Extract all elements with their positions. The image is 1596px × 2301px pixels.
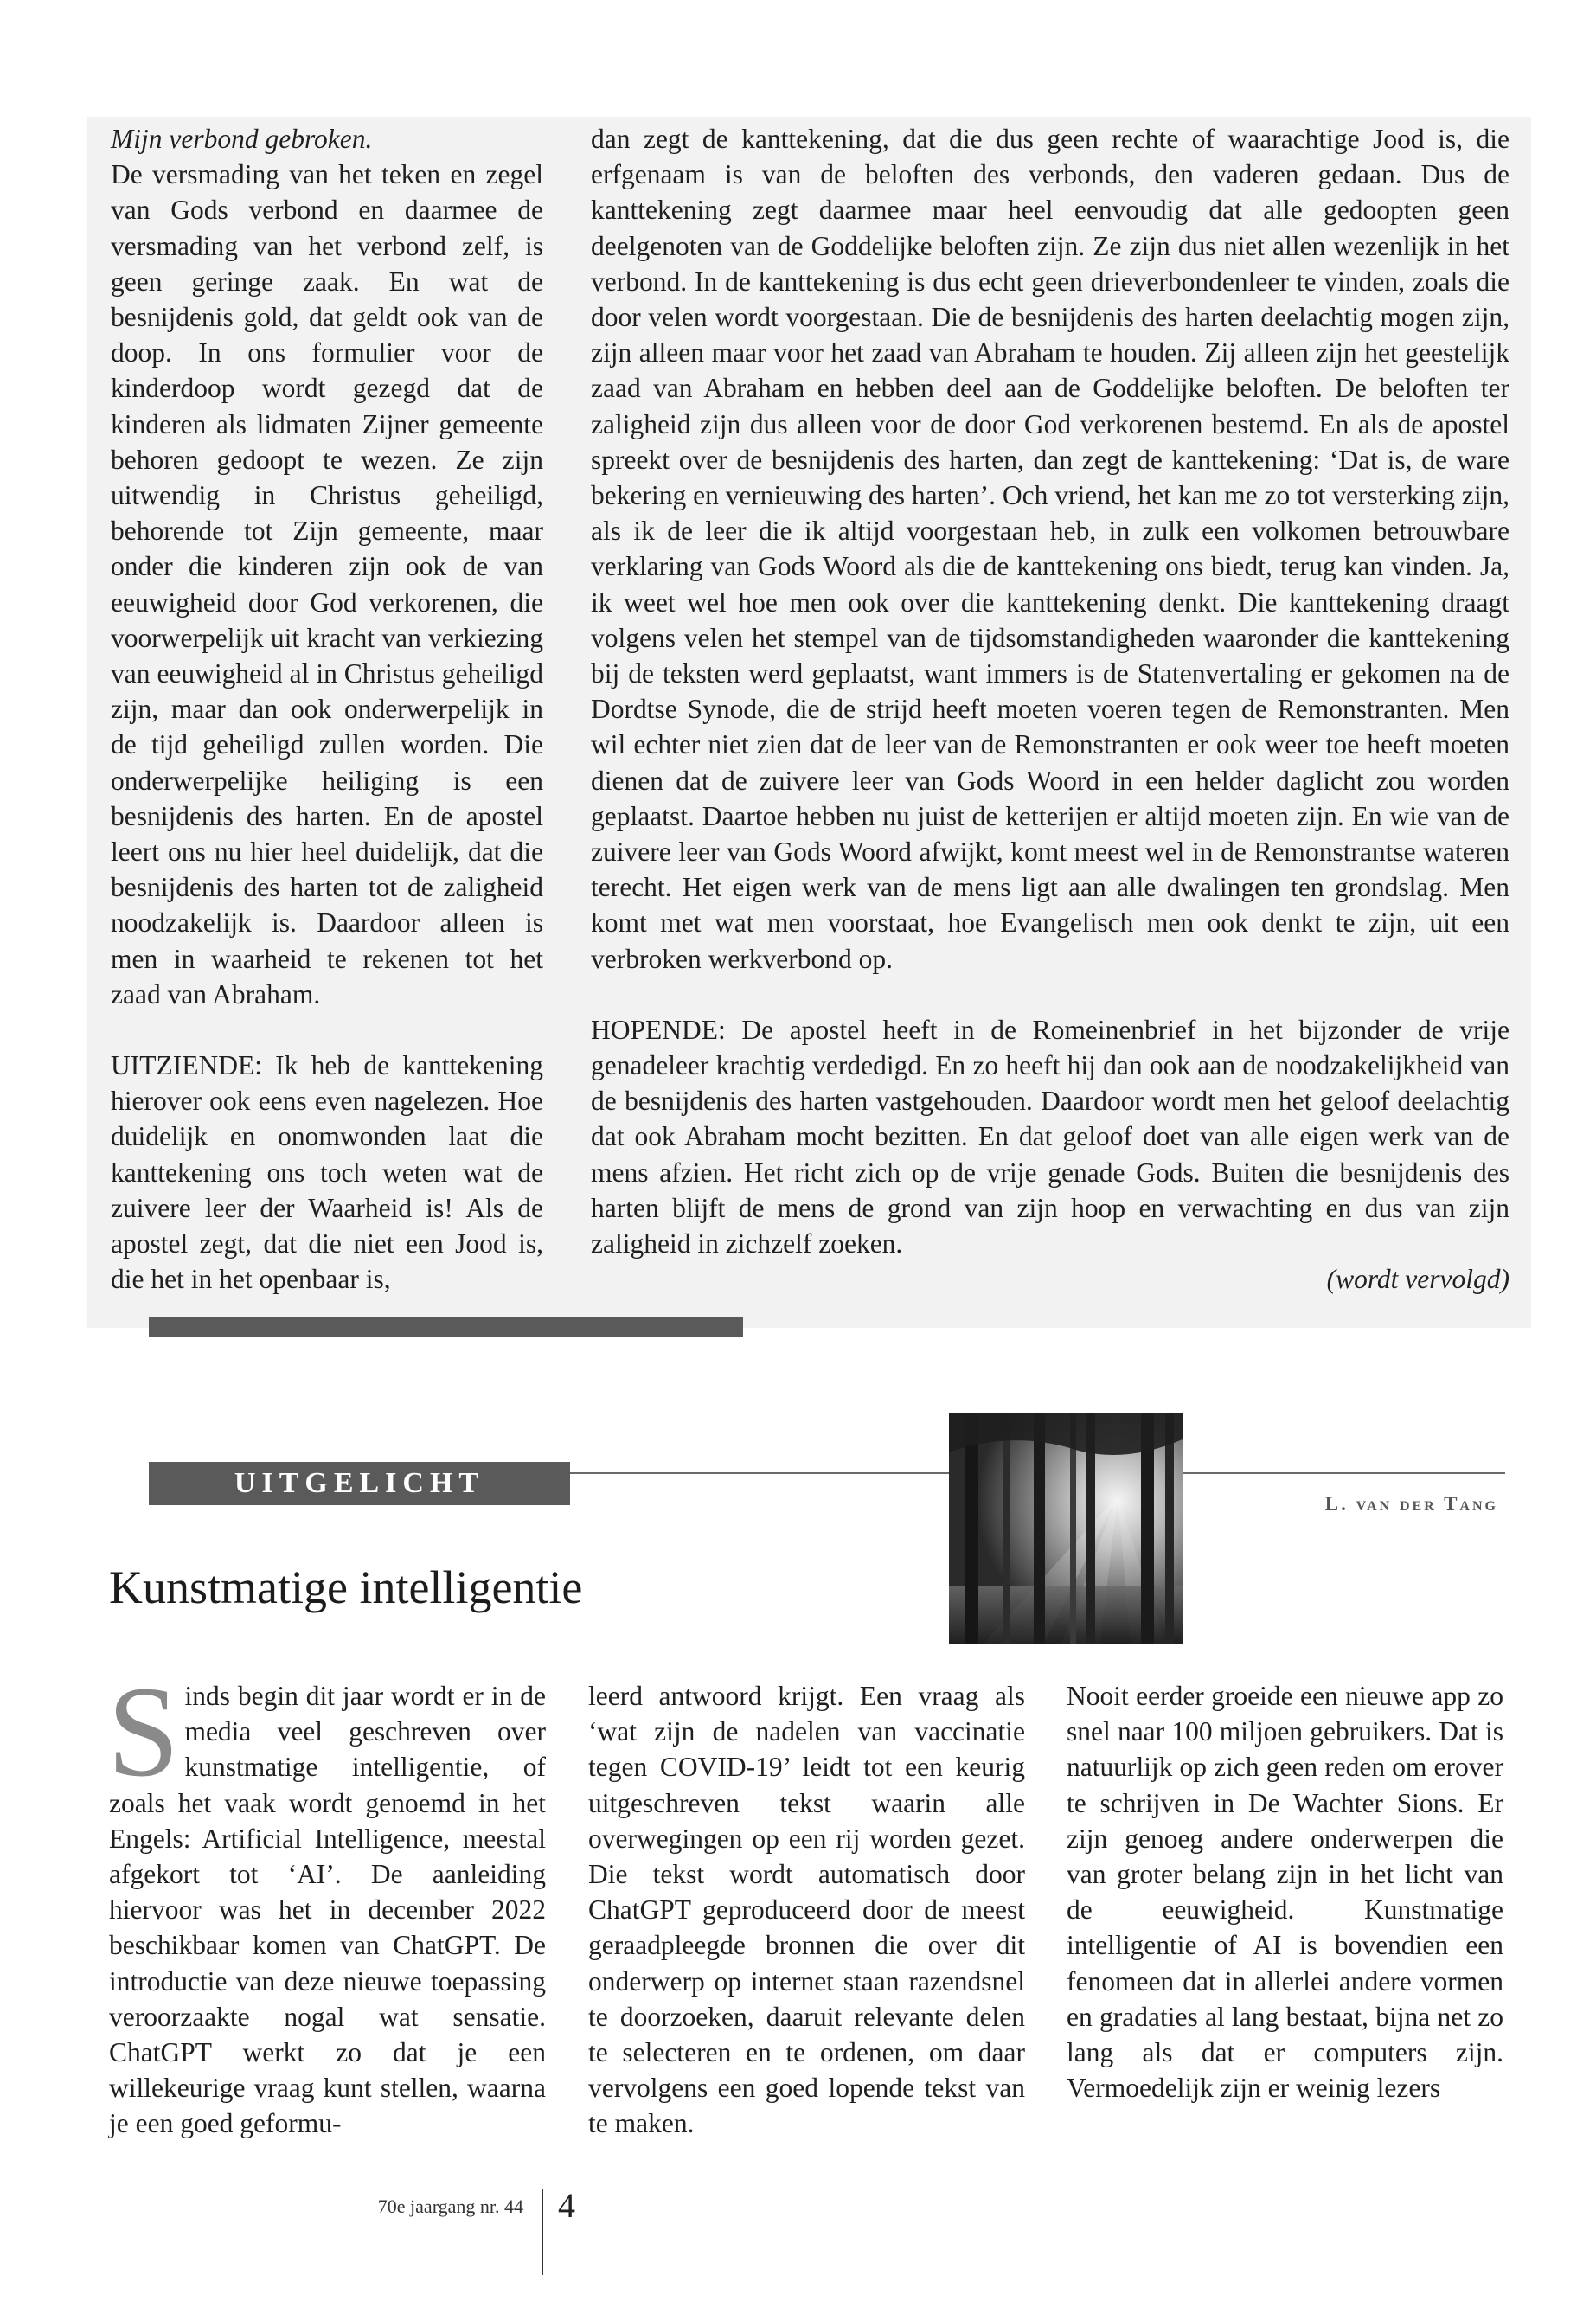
paragraph: dan zegt de kanttekening, dat die dus geen rechte of waarachtige Jood is, die erfgenaam is van de beloften des verbonds, den vaderen gedaan. Dus de kanttekening zegt daarmee maar heel eenvoudig dat alle gedoopten geen deelgenoten van de Goddelijke beloften zijn. Ze zijn dus niet allen wezenlijk in het verbond. In de kanttekening is dus echt geen drieverbondenleer te vinden, zoals die door velen wordt voorgestaan. Die de besnijdenis des harten deelachtig mogen zijn, zijn alleen maar voor het zaad van Abraham te houden. Zij alleen zijn het geestelijk zaad van Abraham en hebben deel aan de Goddelijke beloften. De beloften ter zaligheid zijn dus alleen voor de door God verkorenen bestemd. En als de apostel spreekt over de besnijdenis des harten, dan zegt de kanttekening: ‘Dat is, de ware bekering en vernieuwing des harten’. Och vriend, het kan me zo tot versterking zijn, als ik de leer die ik altijd voorgestaan heb, in zulk een volkomen betrouwbare verklaring van Gods Woord als die de kanttekening ons biedt, terug kan vinden. Ja, ik weet wel hoe men ook over die kanttekening denkt. Die kanttekening draagt volgens velen het stempel van de tijdsomstandigheden waaronder die kanttekening bij de teksten werd geplaatst, want immers is de Statenvertaling er gekomen na de Dordtse Synode, die de strijd heeft moeten voeren tegen de Remonstranten. Men wil echter niet zien dat de leer van de Remonstranten er ook weer toe heeft moeten dienen dat de zuivere leer van Gods Woord in een helder daglicht zou worden geplaatst. Daartoe hebben nu juist de ketterijen er altijd moeten zijn. En wie van de zuivere leer van Gods Woord afwijkt, komt meest wel in de Remonstrantse wateren terecht. Het eigen werk van de mens ligt aan alle dwalingen ten grondslag. Men komt met wat men voorstaat, hoe Evangelisch men ook denkt te zijn, uit een verbroken werkverbond op. [591,124,1509,974]
article-column-1 [107,1660,546,2142]
lead-line: Mijn verbond gebroken. [111,124,373,154]
footer-divider [542,2189,543,2275]
article-column-2 [588,1678,1025,2142]
drop-cap: S [107,1660,180,1804]
divider-bar [149,1317,743,1337]
continuation-left-column [111,121,543,1298]
paragraph: inds begin dit jaar wordt er in de media veel geschreven over kunstmatige intelligentie, of zoals het vaak wordt genoemd in het Engels: Artificial Intelligence, meestal afgekort tot ‘AI’. De aanleiding hiervoor was het in december 2022 beschikbaar komen van ChatGPT. De introductie van deze nieuwe toepassing veroorzaakte nogal wat sensatie. ChatGPT werkt zo dat je een willekeurige vraag kunt stellen, waarna je een goed geformu- [109,1681,546,2139]
forest-photo [949,1413,1183,1644]
paragraph: leerd antwoord krijgt. Een vraag als ‘wat zijn de nadelen van vaccinatie tegen COVID-19’ leidt tot een keurig uitgeschreven tekst waarin alle overwegingen op een rij worden gezet. Die tekst wordt automatisch door ChatGPT geproduceerd door de meest geraadpleegde bronnen die over dit onderwerp op internet staan razendsnel te doorzoeken, daaruit relevante delen te selecteren en te ordenen, om daar vervolgens een goed lopende tekst van te maken. [588,1681,1025,2139]
section-label: UITGELICHT [149,1462,570,1505]
paragraph: UITZIENDE: Ik heb de kanttekening hierover ook eens even nagelezen. Hoe duidelijk en onomwonden laat die kanttekening ons toch weten wat de zuivere leer der Waarheid is! Als de apostel zegt, dat die niet een Jood is, die het in het openbaar is, [111,1050,543,1295]
article-title: Kunstmatige intelligentie [109,1561,583,1613]
continued-note: (wordt vervolgd) [1326,1264,1509,1295]
paragraph: Nooit eerder groeide een nieuwe app zo snel naar 100 miljoen gebruikers. Dat is natuurlijk op zich geen reden om erover te schrijven in De Wachter Sions. Er zijn genoeg andere onderwerpen die van groter belang zijn in het licht van de eeuwigheid. Kunstmatige intelligentie of AI is bovendien een fenomeen dat in allerlei andere vormen en gradaties al lang bestaat, bijna net zo lang als dat er computers zijn. Vermoedelijk zijn er weinig lezers [1067,1681,1503,2104]
author-name: L. van der Tang [1324,1493,1498,1515]
article-column-3 [1067,1678,1503,2106]
page-number: 4 [558,2186,575,2225]
continuation-right-column [591,121,1509,1298]
paragraph: De versmading van het teken en zegel van Gods verbond en daarmee de versmading van het verbond zelf, is geen geringe zaak. En wat de besnijdenis gold, dat geldt ook van de doop. In ons formulier voor de kinderdoop wordt gezegd dat de kinderen als lidmaten Zijner gemeente behoren gedoopt te wezen. Ze zijn uitwendig in Christus geheiligd, behorende tot Zijn gemeente, maar onder die kinderen zijn ook de van eeuwigheid door God verkorenen, die voorwerpelijk uit kracht van verkiezing van eeuwigheid al in Christus geheiligd zijn, maar dan ook onderwerpelijk in de tijd geheiligd zullen worden. Die onderwerpelijke heiliging is een besnijdenis des harten. En de apostel leert ons nu hier heel duidelijk, dat die besnijdenis des harten tot de zaligheid noodzakelijk is. Daardoor alleen is men in waarheid te rekenen tot het zaad van Abraham. [111,159,543,1009]
paragraph: HOPENDE: De apostel heeft in de Romeinenbrief in het bijzonder de vrije genadeleer krachtig verdedigd. En zo heeft hij dan ook aan de noodzakelijkheid van de besnijdenis des harten vastgehouden. Daardoor wordt men het geloof deelachtig dat ook Abraham mocht bezitten. En dat geloof doet van alle eigen werk van de mens afzien. Het richt zich op de vrije genade Gods. Buiten die besnijdenis des harten blijft de mens de grond van zijn hoop en verwachting en dus van zijn zaligheid in zichzelf zoeken. [591,1014,1509,1259]
issue-info: 70e jaargang nr. 44 [377,2195,523,2217]
